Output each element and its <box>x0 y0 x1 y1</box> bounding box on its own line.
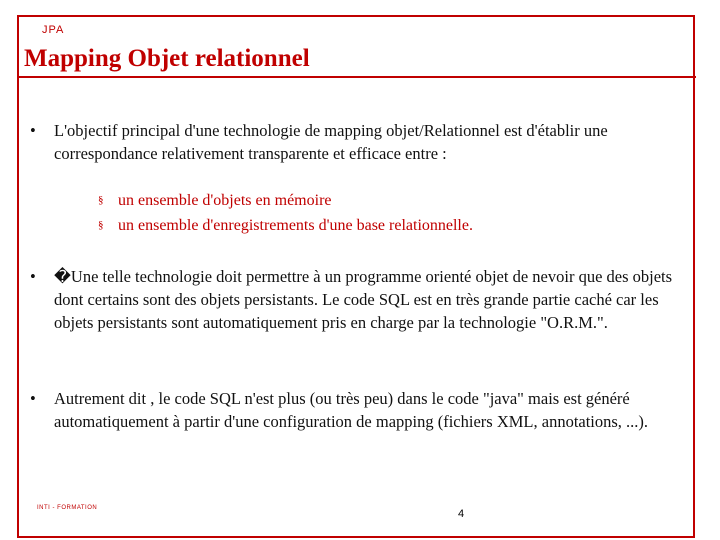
bullet-text: Autrement dit , le code SQL n'est plus (ou très peu) dans le code "java" mais est généré automatiquement à partir d'une configuration de mapping (fichiers XML, annotations, ...). <box>54 389 649 431</box>
sub-bullet-item <box>98 192 332 210</box>
sub-bullet-text: un ensemble d'enregistrements d'une base relationnelle. <box>118 217 473 234</box>
sub-bullet-marker-icon: § <box>98 219 104 231</box>
bullet-text: �Une telle technologie doit permettre à un programme orienté objet de nevoir que des objets dont certains sont des objets persistants. Le code SQL est en très grande partie caché car les objets persistants sont automatiquement pris en charge par la technologie "O.R.M.". <box>54 267 673 332</box>
sub-bullet-marker-icon: § <box>98 194 104 206</box>
slide-title: Mapping Objet relationnel <box>24 45 310 72</box>
title-divider <box>18 76 696 78</box>
page-number: 4 <box>458 508 465 520</box>
bullet-dot-icon: • <box>30 389 36 408</box>
footer-brand: INTI - FORMATION <box>37 505 98 511</box>
bullet-dot-icon: • <box>30 267 36 286</box>
bullet-text: L'objectif principal d'une technologie de mapping objet/Relationnel est d'établir une correspondance relativement transparente et efficace entre : <box>54 121 608 163</box>
sub-bullet-item <box>98 217 473 235</box>
bullet-dot-icon: • <box>30 121 36 140</box>
sub-bullet-text: un ensemble d'objets en mémoire <box>118 192 332 209</box>
header-label: JPA <box>42 24 65 36</box>
